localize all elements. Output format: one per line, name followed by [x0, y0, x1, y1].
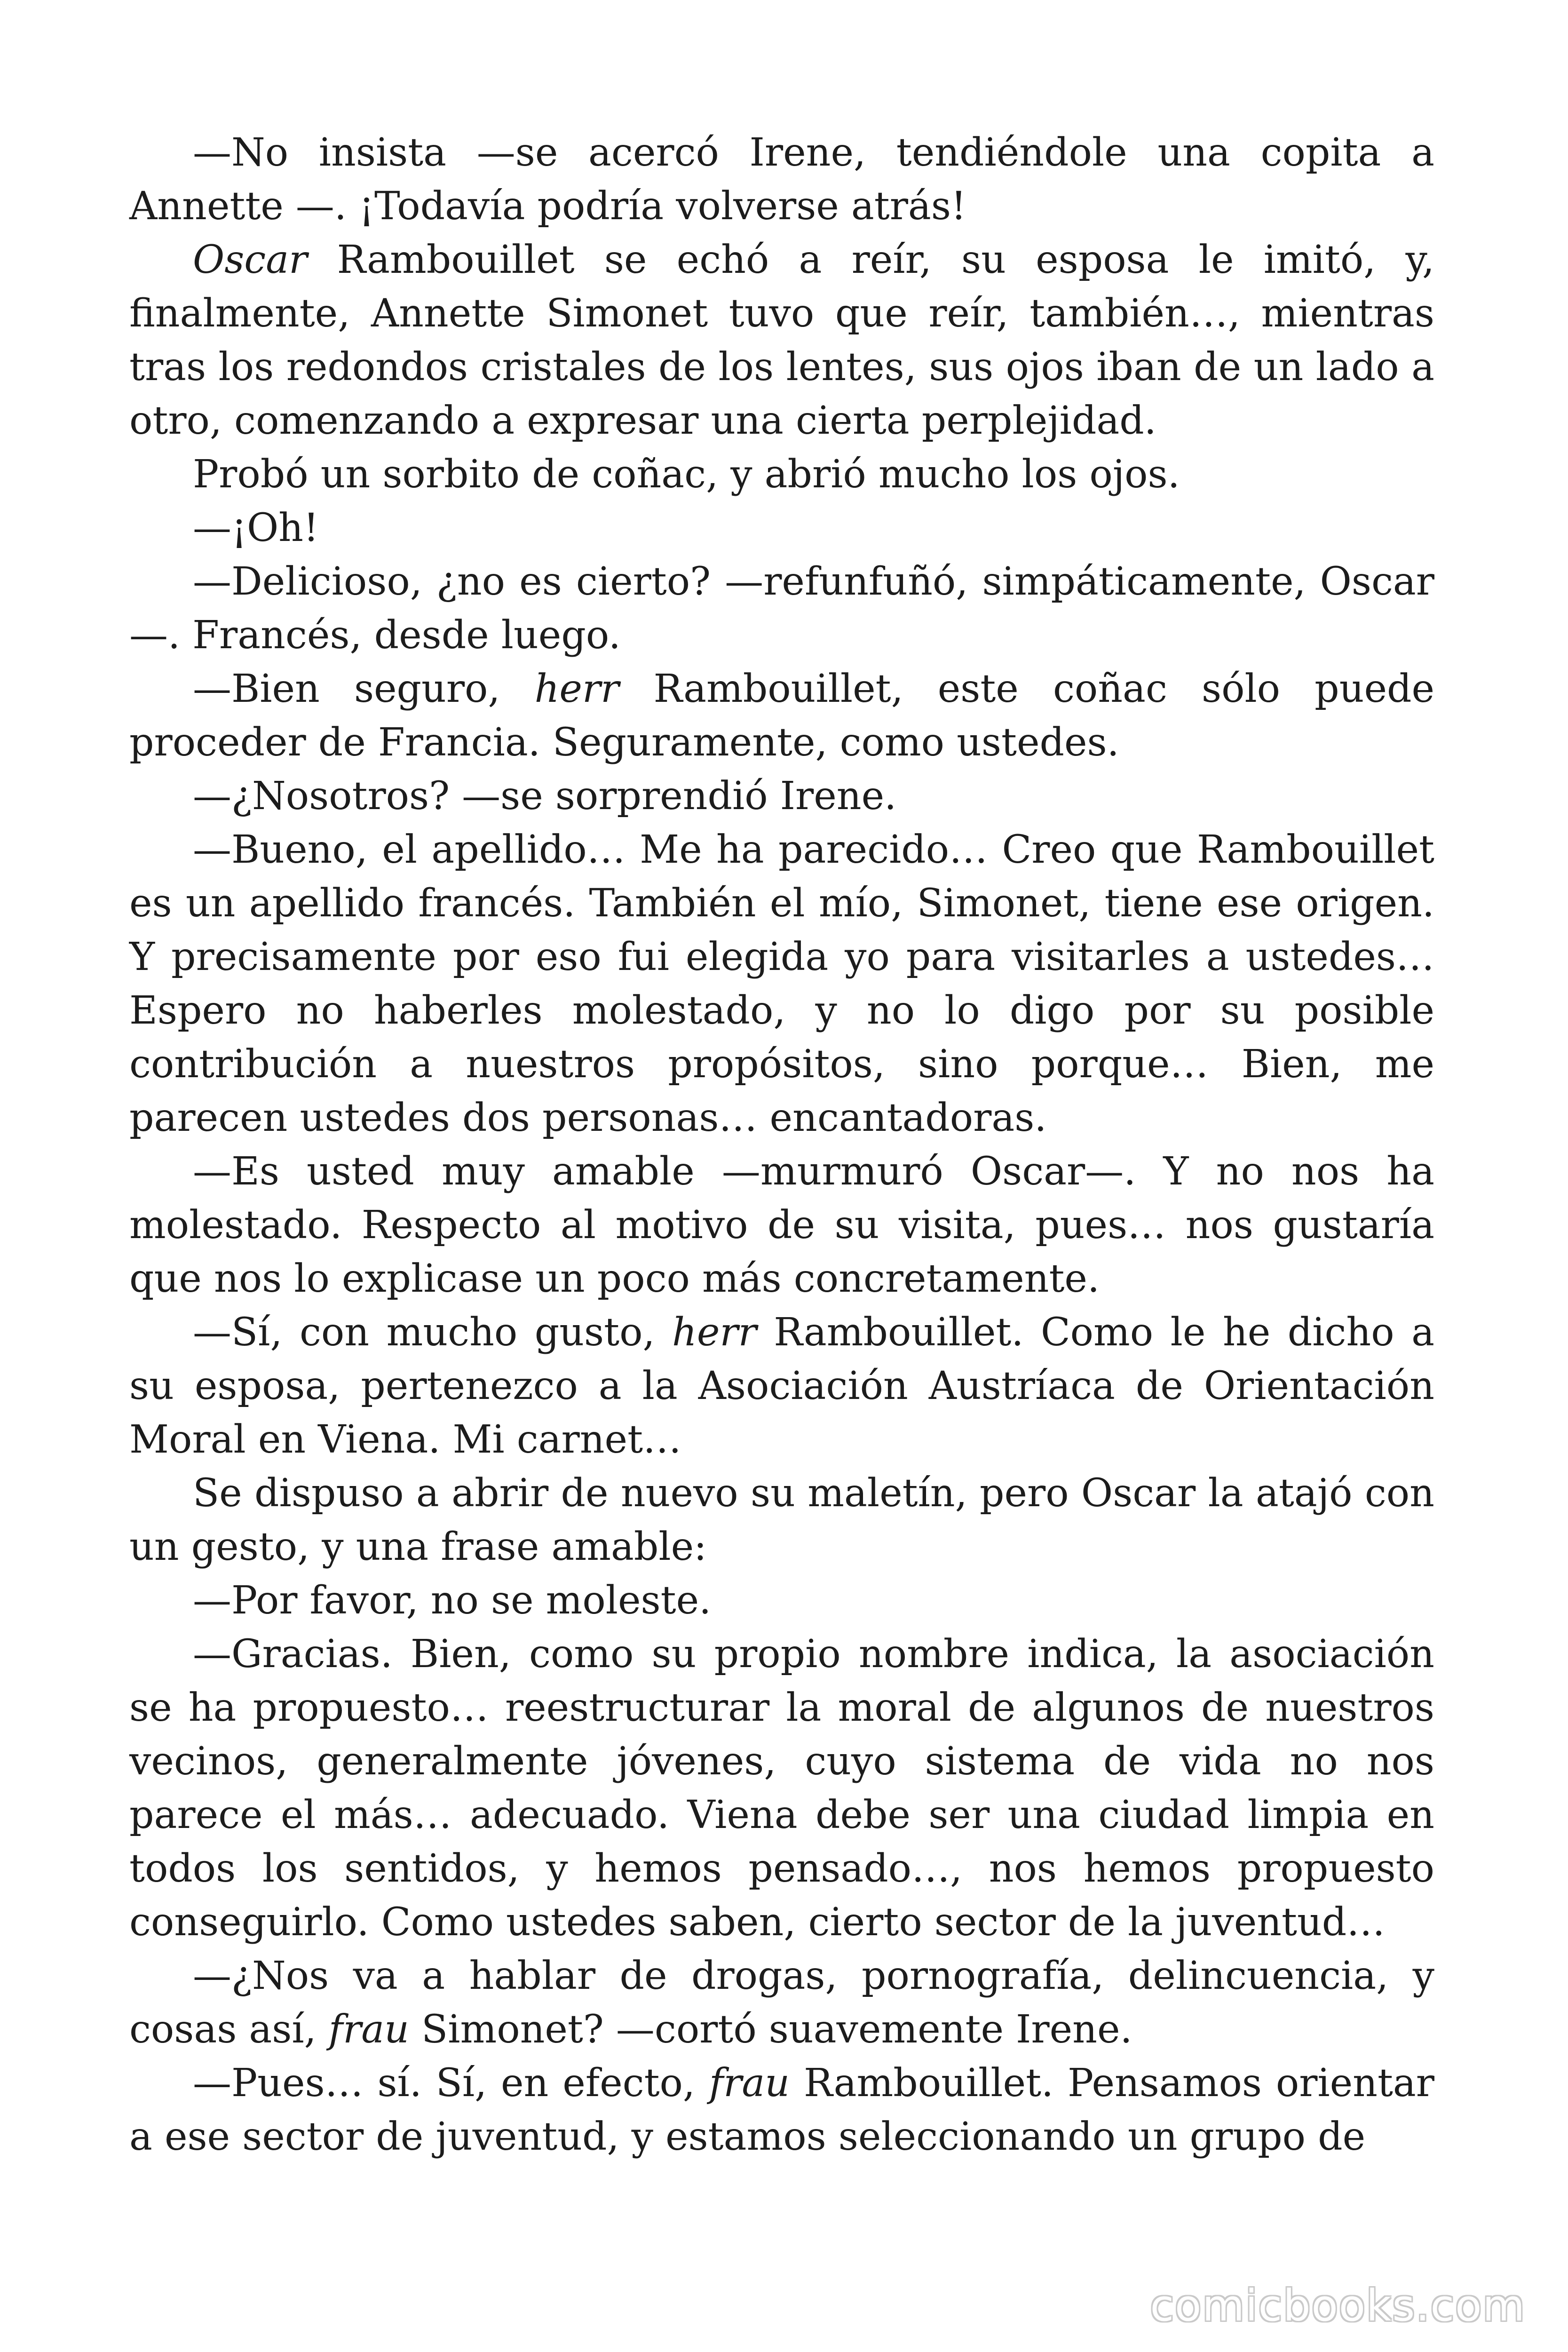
paragraph: —Bien seguro, herr Rambouillet, este coñac sólo puede proceder de Francia. Seguramente, como ustedes. — [129, 667, 1434, 765]
paragraph: —¿Nosotros? —se sorprendió Irene. — [193, 774, 897, 818]
paragraph: —¡Oh! — [193, 506, 319, 550]
italic-term: frau — [709, 2061, 790, 2106]
paragraph: —Sí, con mucho gusto, herr Rambouillet. Como le he dicho a su esposa, pertenezco a la Asociación Austríaca de Orientación Moral en Viena. Mi carnet… — [129, 1310, 1434, 1462]
paragraph: —Es usted muy amable —murmuró Oscar—. Y no nos ha molestado. Respecto al motivo de su visita, pues… nos gustaría que nos lo explicase un poco más concretamente. — [129, 1149, 1434, 1301]
paragraph: —Por favor, no se moleste. — [193, 1578, 712, 1623]
paragraph: Se dispuso a abrir de nuevo su maletín, pero Oscar la atajó con un gesto, y una frase amable: — [129, 1471, 1434, 1569]
italic-term: frau — [328, 2007, 409, 2052]
paragraph: —Delicioso, ¿no es cierto? —refunfuñó, simpáticamente, Oscar —. Francés, desde luego. — [129, 559, 1434, 658]
paragraph: —¿Nos va a hablar de drogas, pornografía, delincuencia, y cosas así, frau Simonet? —cortó suavemente Irene. — [129, 1954, 1434, 2052]
paragraph: Probó un sorbito de coñac, y abrió mucho los ojos. — [193, 452, 1180, 497]
watermark-text: comicbooks.com — [1150, 2280, 1526, 2331]
paragraph: —No insista —se acercó Irene, tendiéndole una copita a Annette —. ¡Todavía podría volverse atrás! — [129, 130, 1434, 229]
italic-name: Oscar — [193, 238, 308, 282]
italic-term: herr — [672, 1310, 757, 1355]
paragraph: —Pues… sí. Sí, en efecto, frau Rambouillet. Pensamos orientar a ese sector de juventud, y estamos seleccionando un grupo de — [129, 2061, 1435, 2159]
paragraph: —Gracias. Bien, como su propio nombre indica, la asociación se ha propuesto… reestructurar la moral de algunos de nuestros vecinos, generalmente jóvenes, cuyo sistema de vida no nos parece el más… adecuado. Viena debe ser una ciudad limpia en todos los sentidos, y hemos pensado…, nos hemos propuesto conseguirlo. Como ustedes saben, cierto sector de la juventud… — [129, 1632, 1434, 1945]
page-body — [129, 126, 1434, 2164]
italic-term: herr — [534, 667, 619, 711]
paragraph: —Bueno, el apellido… Me ha parecido… Creo que Rambouillet es un apellido francés. También el mío, Simonet, tiene ese origen. Y precisamente por eso fui elegida yo para visitarles a ustedes… Espero no haberles molestado, y no lo digo por su posible contribución a nuestros propósitos, sino porque… Bien, me parecen ustedes dos personas… encantadoras. — [129, 827, 1434, 1140]
paragraph: Oscar Rambouillet se echó a reír, su esposa le imitó, y, finalmente, Annette Simonet tuvo que reír, también…, mientras tras los redondos cristales de los lentes, sus ojos iban de un lado a otro, comenzando a expresar una cierta perplejidad. — [129, 238, 1434, 443]
